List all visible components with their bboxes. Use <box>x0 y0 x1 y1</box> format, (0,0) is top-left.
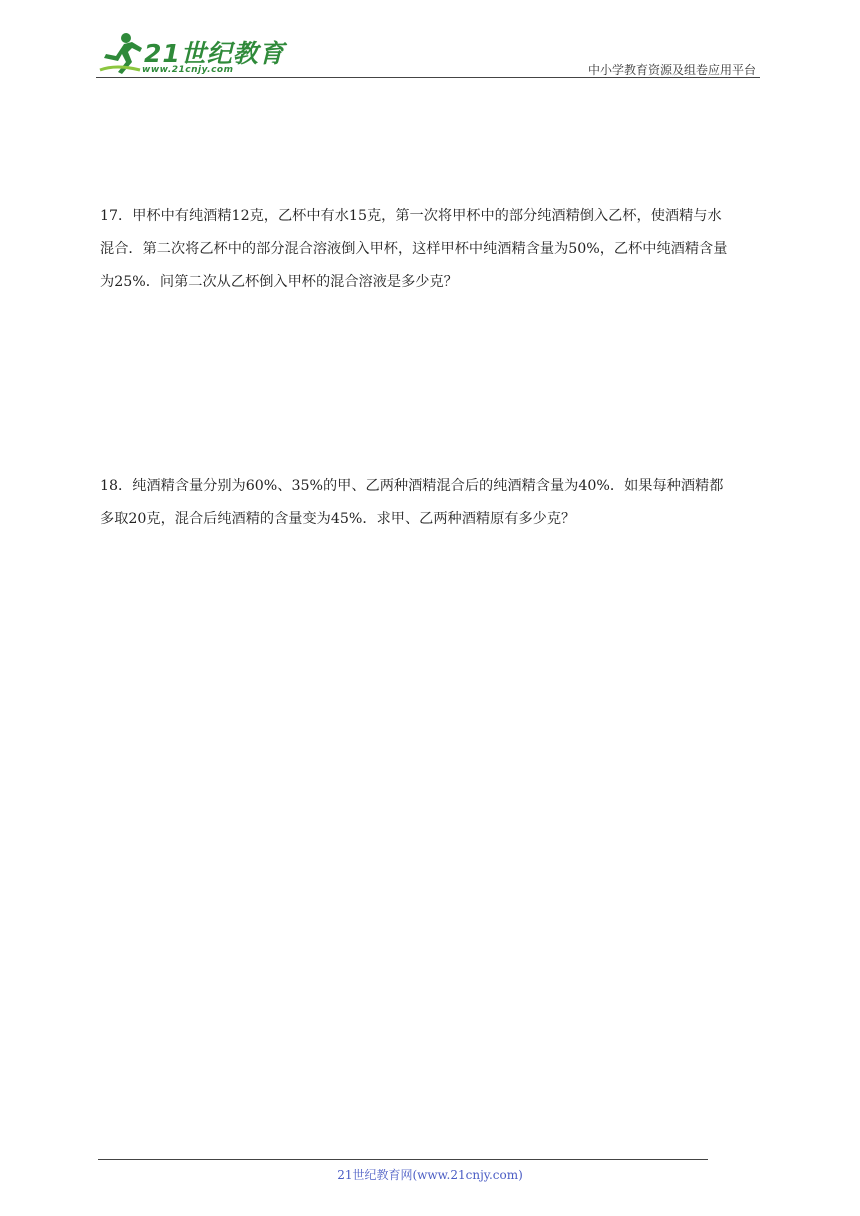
site-logo[interactable] <box>96 30 285 78</box>
logo-text: 21世纪教育 <box>144 39 285 68</box>
question-line: 混合．第二次将乙杯中的部分混合溶液倒入甲杯，这样甲杯中纯酒精含量为50%，乙杯中纯酒精含量 <box>100 241 728 257</box>
header-tagline: 中小学教育资源及组卷应用平台 <box>587 63 756 77</box>
question-line: 多取20克，混合后纯酒精的含量变为45%．求甲、乙两种酒精原有多少克？ <box>100 511 576 527</box>
question-line: 为25%．问第二次从乙杯倒入甲杯的混合溶液是多少克？ <box>100 274 458 290</box>
footer-divider <box>98 1159 708 1160</box>
question-18 <box>100 470 764 536</box>
question-17 <box>100 200 764 299</box>
footer-link[interactable]: 21世纪教育网(www.21cnjy.com) <box>337 1168 523 1182</box>
header-divider <box>96 77 760 78</box>
page-header <box>96 30 760 80</box>
logo-url: www.21cnjy.com <box>142 65 234 75</box>
question-line: 17．甲杯中有纯酒精12克，乙杯中有水15克，第一次将甲杯中的部分纯酒精倒入乙杯，使酒精与水 <box>100 208 722 224</box>
runner-icon <box>96 30 146 78</box>
question-line: 18．纯酒精含量分别为60%、35%的甲、乙两种酒精混合后的纯酒精含量为40%．如果每种酒精都 <box>100 478 724 494</box>
